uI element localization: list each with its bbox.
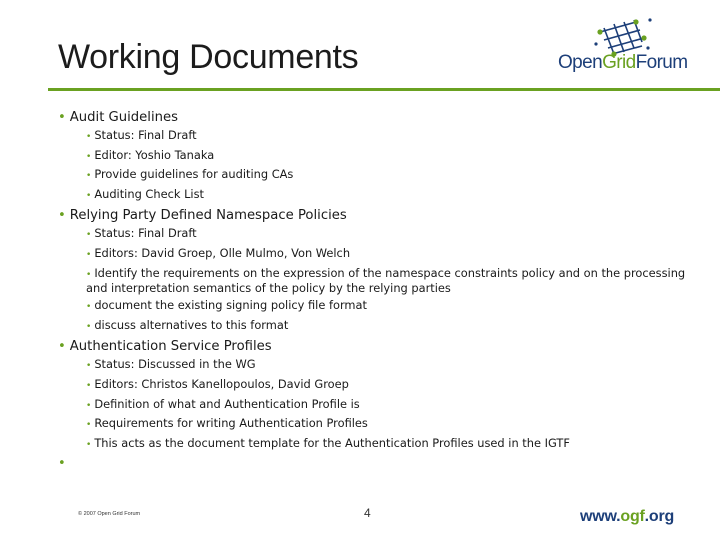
url-prefix: www. xyxy=(580,508,621,525)
list-item: • Provide guidelines for auditing CAs xyxy=(86,167,294,182)
bullet-icon: • xyxy=(86,190,92,201)
bullet-icon: • xyxy=(58,339,66,355)
empty-bullet-icon: • xyxy=(58,456,66,472)
footer-url xyxy=(580,508,674,526)
bullet-icon: • xyxy=(86,361,92,372)
section-items xyxy=(86,227,698,333)
url-suffix: .org xyxy=(644,508,675,525)
bullet-icon: • xyxy=(86,132,92,142)
logo-part-forum: Forum xyxy=(635,52,688,73)
bullet-icon: • xyxy=(58,110,66,125)
list-item: • Requirements for writing Authentication Profiles xyxy=(86,416,368,431)
section-heading: • Relying Party Defined Namespace Policies xyxy=(58,208,347,224)
copyright-notice: © 2007 Open Grid Forum xyxy=(78,511,141,517)
section-items xyxy=(86,129,698,203)
bullet-icon: • xyxy=(86,302,92,313)
list-item: • Editors: Christos Kanellopoulos, David Groep xyxy=(86,376,349,391)
list-item: • Identify the requirements on the expression of the namespace constraints policy and on the processing and interpretation semantics of the policy by the relying parties xyxy=(86,265,686,295)
bullet-icon: • xyxy=(86,400,92,411)
bullet-icon: • xyxy=(86,269,92,280)
bullet-icon: • xyxy=(86,230,92,241)
section-items xyxy=(86,358,698,451)
title-divider xyxy=(48,88,720,91)
list-item: • Editor: Yoshio Tanaka xyxy=(86,147,215,162)
bullet-icon: • xyxy=(86,439,92,450)
logo-part-open: Open xyxy=(558,52,603,73)
bullet-icon: • xyxy=(86,249,92,260)
url-domain: ogf xyxy=(620,508,645,525)
list-item: • Editors: David Groep, Olle Mulmo, Von Welch xyxy=(86,245,351,260)
bullet-icon: • xyxy=(86,151,92,162)
list-item: • Status: Final Draft xyxy=(86,128,197,142)
list-item: • Status: Final Draft xyxy=(86,226,197,241)
slide-body xyxy=(58,109,698,471)
bullet-icon: • xyxy=(58,208,66,224)
list-item: • This acts as the document template for the Authentication Profiles used in the IGTF xyxy=(86,435,570,450)
ogf-logo-text xyxy=(558,52,688,74)
bullet-icon: • xyxy=(86,420,92,431)
list-item: • Auditing Check List xyxy=(86,186,204,201)
bullet-icon: • xyxy=(86,321,92,332)
section-heading: • Authentication Service Profiles xyxy=(58,339,272,355)
page-number: 4 xyxy=(364,506,371,520)
list-item: • Status: Discussed in the WG xyxy=(86,357,256,372)
list-item: • discuss alternatives to this format xyxy=(86,317,289,332)
bullet-icon: • xyxy=(86,380,92,391)
bullet-icon: • xyxy=(86,171,92,182)
list-item: • document the existing signing policy file format xyxy=(86,298,367,313)
list-item: • Definition of what and Authentication Profile is xyxy=(86,396,360,411)
slide-title: Working Documents xyxy=(58,38,359,76)
section-heading: • Audit Guidelines xyxy=(58,110,178,125)
logo-part-grid: Grid xyxy=(602,52,636,73)
